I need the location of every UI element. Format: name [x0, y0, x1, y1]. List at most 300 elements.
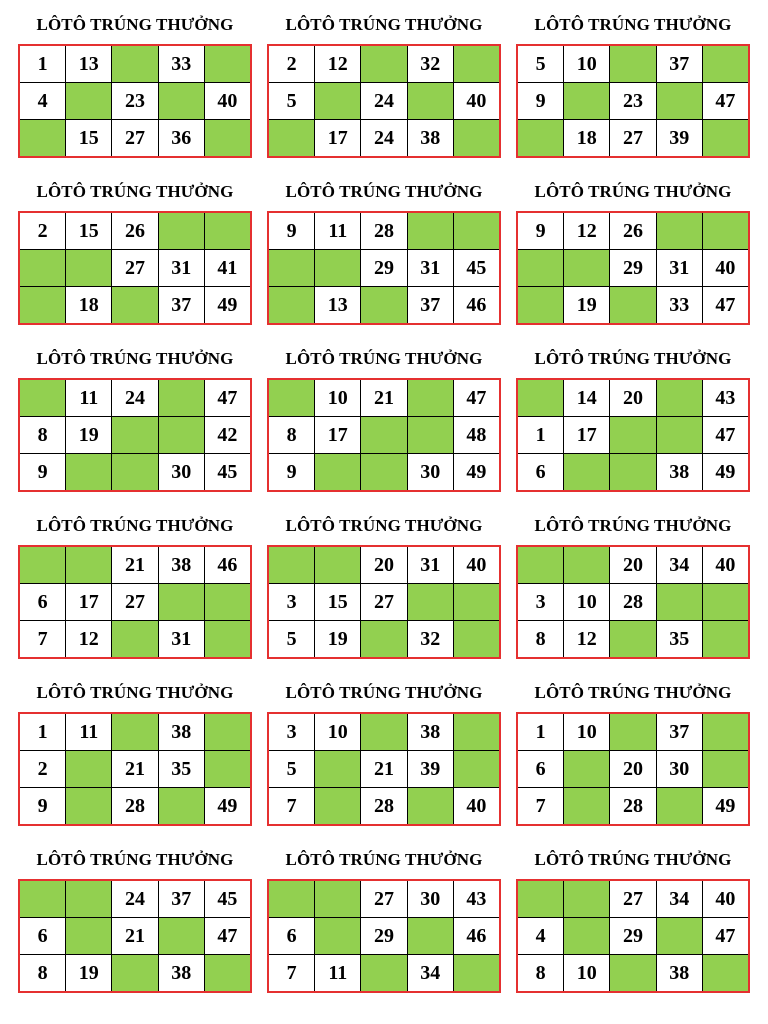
- blank-cell: [564, 454, 609, 490]
- blank-cell: [703, 714, 748, 750]
- blank-cell: [564, 881, 609, 917]
- number-cell: 10: [564, 714, 609, 750]
- number-cell: 15: [66, 213, 111, 249]
- ticket-title: LÔTÔ TRÚNG THƯỞNG: [285, 683, 483, 702]
- number-cell: 27: [361, 584, 406, 620]
- blank-cell: [361, 714, 406, 750]
- number-cell: 33: [159, 46, 204, 82]
- number-cell: 19: [564, 287, 609, 323]
- number-cell: 10: [315, 714, 360, 750]
- blank-cell: [703, 46, 748, 82]
- blank-cell: [205, 46, 250, 82]
- loto-ticket: [18, 847, 252, 993]
- number-cell: 31: [159, 621, 204, 657]
- blank-cell: [315, 788, 360, 824]
- blank-cell: [610, 417, 655, 453]
- number-cell: 8: [518, 955, 563, 991]
- blank-cell: [564, 547, 609, 583]
- number-cell: 19: [315, 621, 360, 657]
- number-cell: 26: [112, 213, 157, 249]
- blank-cell: [361, 46, 406, 82]
- number-cell: 39: [657, 120, 702, 156]
- number-cell: 11: [315, 213, 360, 249]
- number-cell: 9: [20, 454, 65, 490]
- blank-cell: [159, 213, 204, 249]
- ticket-title: LÔTÔ TRÚNG THƯỞNG: [534, 516, 732, 535]
- number-cell: 38: [159, 547, 204, 583]
- blank-cell: [361, 454, 406, 490]
- blank-cell: [564, 918, 609, 954]
- ticket-grid: [516, 879, 750, 993]
- number-cell: 34: [408, 955, 453, 991]
- loto-ticket: [18, 346, 252, 492]
- number-cell: 32: [408, 621, 453, 657]
- blank-cell: [657, 380, 702, 416]
- ticket-grid: [516, 44, 750, 158]
- number-cell: 28: [361, 788, 406, 824]
- number-cell: 21: [112, 918, 157, 954]
- ticket-grid: [516, 211, 750, 325]
- blank-cell: [408, 213, 453, 249]
- blank-cell: [408, 584, 453, 620]
- ticket-title: LÔTÔ TRÚNG THƯỞNG: [36, 349, 234, 368]
- number-cell: 47: [205, 380, 250, 416]
- blank-cell: [703, 621, 748, 657]
- number-cell: 47: [703, 287, 748, 323]
- number-cell: 41: [205, 250, 250, 286]
- blank-cell: [269, 547, 314, 583]
- number-cell: 38: [657, 454, 702, 490]
- number-cell: 45: [454, 250, 499, 286]
- loto-ticket: [18, 680, 252, 826]
- number-cell: 31: [408, 250, 453, 286]
- blank-cell: [454, 751, 499, 787]
- blank-cell: [408, 83, 453, 119]
- loto-ticket: [516, 513, 750, 659]
- blank-cell: [657, 417, 702, 453]
- number-cell: 12: [66, 621, 111, 657]
- loto-ticket: [267, 847, 501, 993]
- number-cell: 20: [361, 547, 406, 583]
- blank-cell: [361, 621, 406, 657]
- blank-cell: [20, 287, 65, 323]
- number-cell: 7: [269, 955, 314, 991]
- number-cell: 27: [610, 120, 655, 156]
- blank-cell: [205, 213, 250, 249]
- loto-ticket: [516, 179, 750, 325]
- number-cell: 40: [454, 788, 499, 824]
- blank-cell: [703, 955, 748, 991]
- number-cell: 1: [518, 417, 563, 453]
- blank-cell: [454, 955, 499, 991]
- number-cell: 13: [66, 46, 111, 82]
- ticket-grid: [516, 378, 750, 492]
- blank-cell: [518, 881, 563, 917]
- blank-cell: [315, 751, 360, 787]
- blank-cell: [518, 120, 563, 156]
- blank-cell: [20, 380, 65, 416]
- number-cell: 27: [112, 120, 157, 156]
- ticket-grid: [18, 44, 252, 158]
- number-cell: 8: [20, 417, 65, 453]
- blank-cell: [657, 788, 702, 824]
- number-cell: 13: [315, 287, 360, 323]
- number-cell: 38: [159, 714, 204, 750]
- blank-cell: [454, 584, 499, 620]
- ticket-grid: [18, 378, 252, 492]
- number-cell: 40: [454, 547, 499, 583]
- blank-cell: [159, 417, 204, 453]
- ticket-title: LÔTÔ TRÚNG THƯỞNG: [36, 850, 234, 869]
- blank-cell: [112, 46, 157, 82]
- ticket-title: LÔTÔ TRÚNG THƯỞNG: [534, 349, 732, 368]
- blank-cell: [454, 120, 499, 156]
- number-cell: 39: [408, 751, 453, 787]
- number-cell: 1: [20, 46, 65, 82]
- number-cell: 48: [454, 417, 499, 453]
- number-cell: 31: [408, 547, 453, 583]
- ticket-title: LÔTÔ TRÚNG THƯỞNG: [285, 516, 483, 535]
- blank-cell: [564, 751, 609, 787]
- blank-cell: [361, 417, 406, 453]
- number-cell: 46: [454, 287, 499, 323]
- number-cell: 47: [703, 83, 748, 119]
- number-cell: 28: [610, 584, 655, 620]
- number-cell: 18: [66, 287, 111, 323]
- ticket-title: LÔTÔ TRÚNG THƯỞNG: [285, 850, 483, 869]
- number-cell: 27: [112, 250, 157, 286]
- number-cell: 11: [66, 380, 111, 416]
- number-cell: 8: [20, 955, 65, 991]
- number-cell: 21: [361, 751, 406, 787]
- number-cell: 24: [112, 380, 157, 416]
- number-cell: 19: [66, 417, 111, 453]
- blank-cell: [205, 955, 250, 991]
- number-cell: 5: [269, 621, 314, 657]
- blank-cell: [269, 380, 314, 416]
- number-cell: 17: [315, 417, 360, 453]
- blank-cell: [159, 918, 204, 954]
- blank-cell: [269, 120, 314, 156]
- ticket-grid: [18, 211, 252, 325]
- number-cell: 37: [159, 881, 204, 917]
- blank-cell: [454, 213, 499, 249]
- number-cell: 2: [20, 751, 65, 787]
- number-cell: 21: [361, 380, 406, 416]
- number-cell: 49: [205, 788, 250, 824]
- loto-ticket: [267, 12, 501, 158]
- number-cell: 6: [518, 454, 563, 490]
- number-cell: 43: [454, 881, 499, 917]
- number-cell: 5: [269, 83, 314, 119]
- number-cell: 46: [454, 918, 499, 954]
- blank-cell: [205, 714, 250, 750]
- loto-ticket: [516, 680, 750, 826]
- ticket-title: LÔTÔ TRÚNG THƯỞNG: [36, 683, 234, 702]
- number-cell: 40: [703, 547, 748, 583]
- blank-cell: [610, 46, 655, 82]
- blank-cell: [66, 250, 111, 286]
- ticket-grid: [18, 879, 252, 993]
- number-cell: 40: [703, 250, 748, 286]
- number-cell: 28: [361, 213, 406, 249]
- number-cell: 3: [518, 584, 563, 620]
- ticket-grid: [18, 712, 252, 826]
- ticket-title: LÔTÔ TRÚNG THƯỞNG: [36, 15, 234, 34]
- blank-cell: [66, 547, 111, 583]
- number-cell: 8: [269, 417, 314, 453]
- blank-cell: [112, 417, 157, 453]
- number-cell: 47: [454, 380, 499, 416]
- number-cell: 10: [315, 380, 360, 416]
- number-cell: 8: [518, 621, 563, 657]
- number-cell: 19: [66, 955, 111, 991]
- number-cell: 24: [361, 83, 406, 119]
- blank-cell: [159, 380, 204, 416]
- number-cell: 5: [269, 751, 314, 787]
- number-cell: 6: [20, 584, 65, 620]
- number-cell: 17: [66, 584, 111, 620]
- number-cell: 24: [112, 881, 157, 917]
- number-cell: 2: [269, 46, 314, 82]
- loto-ticket: [267, 346, 501, 492]
- number-cell: 30: [408, 881, 453, 917]
- blank-cell: [518, 287, 563, 323]
- number-cell: 49: [703, 788, 748, 824]
- blank-cell: [564, 83, 609, 119]
- blank-cell: [66, 454, 111, 490]
- number-cell: 40: [703, 881, 748, 917]
- blank-cell: [315, 250, 360, 286]
- number-cell: 9: [269, 213, 314, 249]
- number-cell: 10: [564, 46, 609, 82]
- number-cell: 4: [20, 83, 65, 119]
- number-cell: 1: [518, 714, 563, 750]
- number-cell: 6: [518, 751, 563, 787]
- blank-cell: [408, 918, 453, 954]
- blank-cell: [66, 83, 111, 119]
- loto-ticket: [267, 513, 501, 659]
- number-cell: 38: [159, 955, 204, 991]
- blank-cell: [408, 417, 453, 453]
- number-cell: 17: [564, 417, 609, 453]
- blank-cell: [66, 751, 111, 787]
- loto-ticket: [18, 179, 252, 325]
- ticket-title: LÔTÔ TRÚNG THƯỞNG: [534, 683, 732, 702]
- number-cell: 29: [610, 918, 655, 954]
- ticket-title: LÔTÔ TRÚNG THƯỞNG: [285, 182, 483, 201]
- loto-ticket: [516, 847, 750, 993]
- number-cell: 10: [564, 955, 609, 991]
- number-cell: 12: [564, 621, 609, 657]
- number-cell: 12: [564, 213, 609, 249]
- number-cell: 49: [205, 287, 250, 323]
- number-cell: 34: [657, 881, 702, 917]
- blank-cell: [269, 287, 314, 323]
- blank-cell: [703, 584, 748, 620]
- number-cell: 42: [205, 417, 250, 453]
- loto-ticket: [516, 12, 750, 158]
- blank-cell: [657, 213, 702, 249]
- number-cell: 43: [703, 380, 748, 416]
- number-cell: 31: [657, 250, 702, 286]
- number-cell: 47: [205, 918, 250, 954]
- number-cell: 21: [112, 547, 157, 583]
- number-cell: 45: [205, 881, 250, 917]
- number-cell: 37: [657, 46, 702, 82]
- blank-cell: [66, 881, 111, 917]
- number-cell: 7: [20, 621, 65, 657]
- blank-cell: [315, 881, 360, 917]
- loto-ticket: [18, 513, 252, 659]
- number-cell: 18: [564, 120, 609, 156]
- blank-cell: [66, 788, 111, 824]
- blank-cell: [564, 250, 609, 286]
- blank-cell: [703, 213, 748, 249]
- number-cell: 37: [408, 287, 453, 323]
- number-cell: 30: [159, 454, 204, 490]
- blank-cell: [159, 83, 204, 119]
- blank-cell: [20, 120, 65, 156]
- blank-cell: [205, 621, 250, 657]
- ticket-grid: [267, 879, 501, 993]
- ticket-grid: [516, 545, 750, 659]
- number-cell: 20: [610, 380, 655, 416]
- number-cell: 49: [454, 454, 499, 490]
- blank-cell: [112, 955, 157, 991]
- ticket-title: LÔTÔ TRÚNG THƯỞNG: [534, 182, 732, 201]
- blank-cell: [112, 714, 157, 750]
- number-cell: 37: [657, 714, 702, 750]
- number-cell: 40: [205, 83, 250, 119]
- number-cell: 1: [20, 714, 65, 750]
- number-cell: 38: [657, 955, 702, 991]
- ticket-title: LÔTÔ TRÚNG THƯỞNG: [36, 516, 234, 535]
- ticket-title: LÔTÔ TRÚNG THƯỞNG: [534, 15, 732, 34]
- number-cell: 26: [610, 213, 655, 249]
- ticket-grid: [267, 211, 501, 325]
- number-cell: 20: [610, 547, 655, 583]
- number-cell: 34: [657, 547, 702, 583]
- number-cell: 24: [361, 120, 406, 156]
- ticket-grid: [18, 545, 252, 659]
- blank-cell: [518, 380, 563, 416]
- ticket-title: LÔTÔ TRÚNG THƯỞNG: [285, 349, 483, 368]
- number-cell: 47: [703, 918, 748, 954]
- number-cell: 46: [205, 547, 250, 583]
- number-cell: 6: [269, 918, 314, 954]
- ticket-grid: [516, 712, 750, 826]
- number-cell: 35: [159, 751, 204, 787]
- number-cell: 47: [703, 417, 748, 453]
- number-cell: 9: [518, 213, 563, 249]
- blank-cell: [66, 918, 111, 954]
- ticket-title: LÔTÔ TRÚNG THƯỞNG: [36, 182, 234, 201]
- blank-cell: [269, 881, 314, 917]
- number-cell: 32: [408, 46, 453, 82]
- number-cell: 28: [610, 788, 655, 824]
- blank-cell: [454, 621, 499, 657]
- number-cell: 11: [66, 714, 111, 750]
- number-cell: 7: [518, 788, 563, 824]
- blank-cell: [20, 250, 65, 286]
- number-cell: 5: [518, 46, 563, 82]
- number-cell: 2: [20, 213, 65, 249]
- number-cell: 21: [112, 751, 157, 787]
- blank-cell: [610, 454, 655, 490]
- blank-cell: [205, 584, 250, 620]
- number-cell: 29: [361, 250, 406, 286]
- ticket-grid: [267, 44, 501, 158]
- number-cell: 45: [205, 454, 250, 490]
- blank-cell: [205, 751, 250, 787]
- number-cell: 36: [159, 120, 204, 156]
- number-cell: 31: [159, 250, 204, 286]
- blank-cell: [454, 714, 499, 750]
- blank-cell: [159, 584, 204, 620]
- blank-cell: [361, 287, 406, 323]
- blank-cell: [408, 380, 453, 416]
- blank-cell: [361, 955, 406, 991]
- number-cell: 30: [408, 454, 453, 490]
- number-cell: 12: [315, 46, 360, 82]
- number-cell: 14: [564, 380, 609, 416]
- blank-cell: [703, 120, 748, 156]
- ticket-grid: [267, 378, 501, 492]
- number-cell: 29: [361, 918, 406, 954]
- blank-cell: [112, 287, 157, 323]
- ticket-title: LÔTÔ TRÚNG THƯỞNG: [534, 850, 732, 869]
- number-cell: 29: [610, 250, 655, 286]
- blank-cell: [703, 751, 748, 787]
- blank-cell: [315, 547, 360, 583]
- blank-cell: [657, 83, 702, 119]
- number-cell: 27: [610, 881, 655, 917]
- blank-cell: [20, 881, 65, 917]
- number-cell: 4: [518, 918, 563, 954]
- loto-ticket: [267, 179, 501, 325]
- number-cell: 35: [657, 621, 702, 657]
- blank-cell: [518, 547, 563, 583]
- number-cell: 11: [315, 955, 360, 991]
- number-cell: 30: [657, 751, 702, 787]
- blank-cell: [205, 120, 250, 156]
- blank-cell: [657, 918, 702, 954]
- number-cell: 33: [657, 287, 702, 323]
- blank-cell: [610, 287, 655, 323]
- ticket-grid: [267, 545, 501, 659]
- blank-cell: [315, 454, 360, 490]
- number-cell: 15: [315, 584, 360, 620]
- number-cell: 27: [361, 881, 406, 917]
- number-cell: 38: [408, 120, 453, 156]
- number-cell: 49: [703, 454, 748, 490]
- number-cell: 3: [269, 584, 314, 620]
- blank-cell: [408, 788, 453, 824]
- loto-ticket: [516, 346, 750, 492]
- number-cell: 17: [315, 120, 360, 156]
- number-cell: 37: [159, 287, 204, 323]
- blank-cell: [610, 621, 655, 657]
- blank-cell: [564, 788, 609, 824]
- blank-cell: [454, 46, 499, 82]
- number-cell: 10: [564, 584, 609, 620]
- number-cell: 28: [112, 788, 157, 824]
- blank-cell: [159, 788, 204, 824]
- blank-cell: [610, 714, 655, 750]
- ticket-title: LÔTÔ TRÚNG THƯỞNG: [285, 15, 483, 34]
- number-cell: 23: [112, 83, 157, 119]
